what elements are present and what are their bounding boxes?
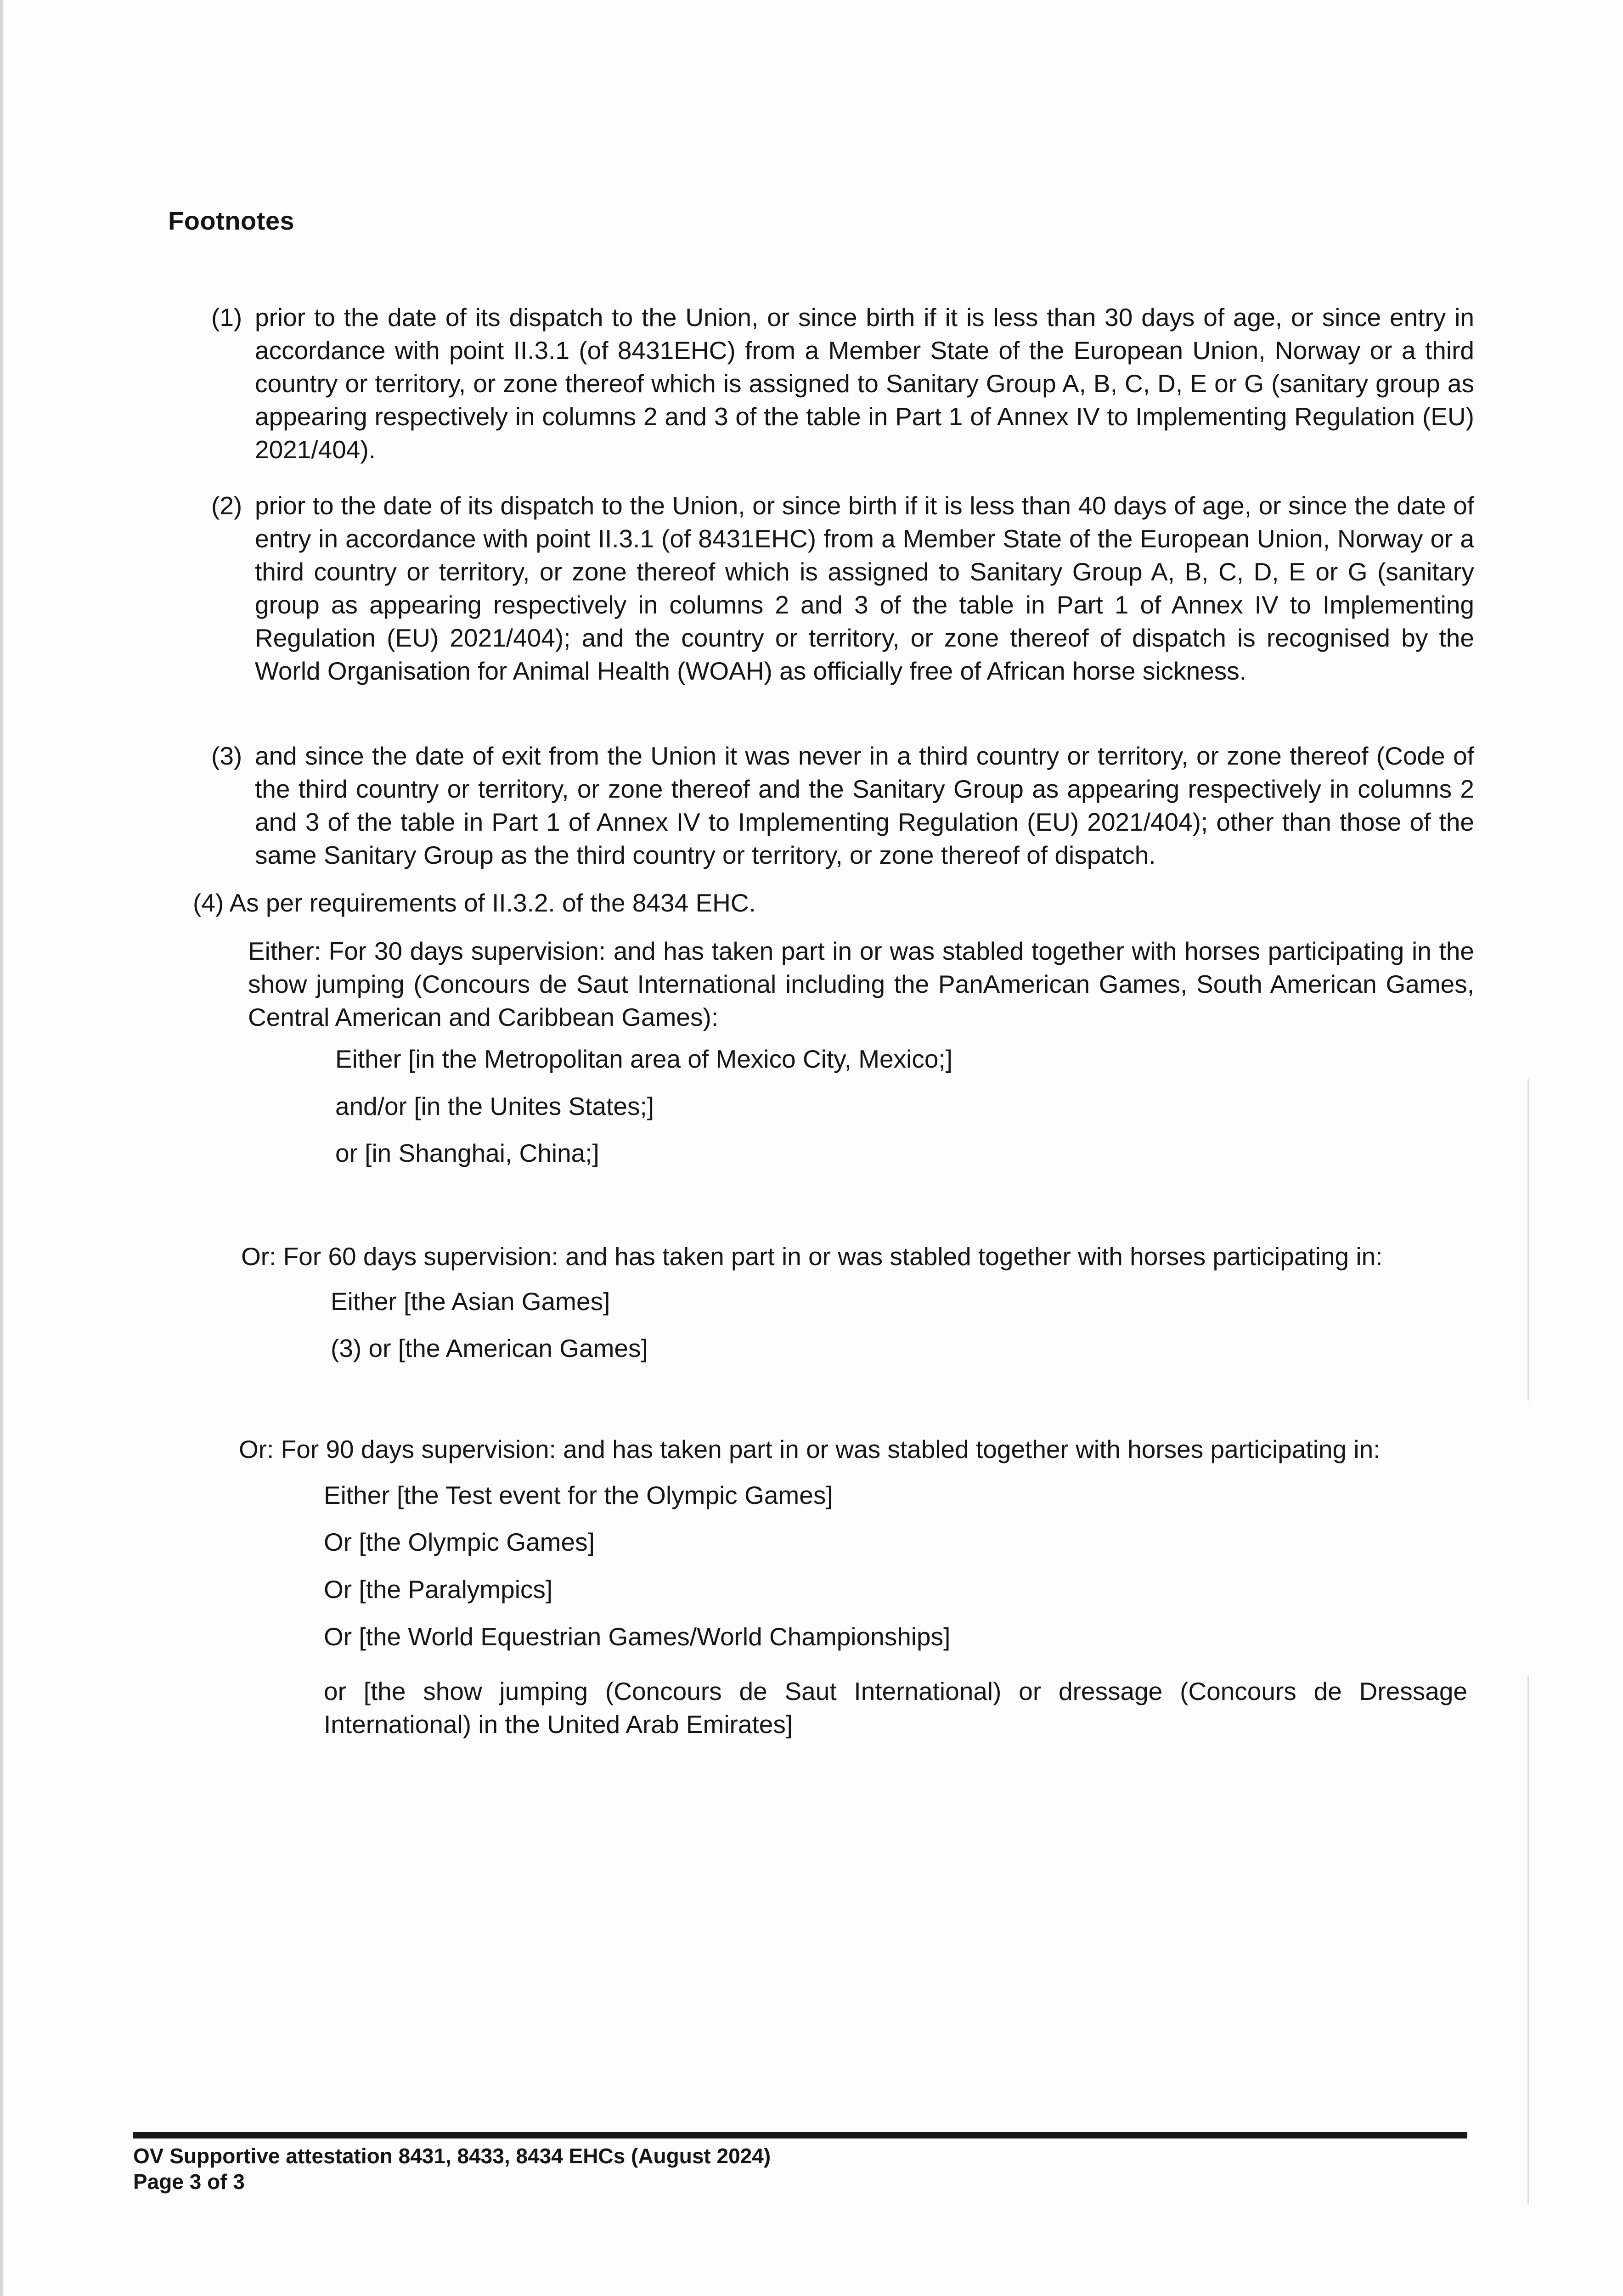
footnote-3 — [211, 739, 1474, 872]
footnote-number: (2) — [211, 491, 242, 520]
option-60-item: Either [the Asian Games] — [331, 1287, 610, 1316]
footnote-2 — [211, 489, 1474, 687]
option-90-item: Either [the Test event for the Olympic Games] — [324, 1481, 833, 1509]
option-90-item: or [the show jumping (Concours de Saut International) or dressage (Concours de Dressage International) in the United Arab Emirates] — [324, 1677, 1467, 1739]
option-30-item: or [in Shanghai, China;] — [335, 1139, 599, 1167]
option-90-days-intro: Or: For 90 days supervision: and has taken part in or was stabled together with horses participating in: — [239, 1435, 1381, 1463]
footer-page-number: Page 3 of 3 — [133, 2170, 245, 2194]
footnote-number: (1) — [211, 303, 242, 332]
option-30-days-intro: Either: For 30 days supervision: and has taken part in or was stabled together with horses participating in the show jumping (Concours de Saut International including the PanAmerican Games, South American Games, Central American and Caribbean Games): — [248, 937, 1474, 1031]
footer-rule — [133, 2132, 1467, 2138]
scan-mark — [1527, 1079, 1529, 1401]
footer-document-title: OV Supportive attestation 8431, 8433, 8434 EHCs (August 2024) — [133, 2144, 771, 2168]
page-title: Footnotes — [168, 206, 295, 235]
footnote-text: prior to the date of its dispatch to the Union, or since birth if it is less than 30 days of age, or since entry in accordance with point II.3.1 (of 8431EHC) from a Member State of the European Union, Norway or a third country or territory, or zone thereof which is assigned to Sanitary Group A, B, C, D, E or G (sanitary group as appearing respectively in columns 2 and 3 of the table in Part 1 of Annex IV to Implementing Regulation (EU) 2021/404). — [255, 303, 1474, 464]
footnote-1 — [211, 301, 1474, 466]
footnote-4-header: (4) As per requirements of II.3.2. of the 8434 EHC. — [193, 889, 756, 917]
footnote-text: and since the date of exit from the Union it was never in a third country or territory, or zone thereof (Code of the third country or territory, or zone thereof and the Sanitary Group as appearing respectively in columns 2 and 3 of the table in Part 1 of Annex IV to Implementing Regulation (EU) 2021/404); other than those of the same Sanitary Group as the third country or territory, or zone thereof of dispatch. — [255, 742, 1474, 869]
option-30-item: and/or [in the Unites States;] — [335, 1092, 654, 1120]
option-60-days-intro: Or: For 60 days supervision: and has taken part in or was stabled together with horses participating in: — [241, 1242, 1383, 1271]
scan-mark — [1527, 1676, 1529, 2204]
footnote-number: (3) — [211, 742, 242, 770]
option-90-item: Or [the Olympic Games] — [324, 1528, 595, 1556]
page-edge — [0, 0, 3, 2296]
option-90-item: Or [the Paralympics] — [324, 1575, 553, 1604]
footnote-text: prior to the date of its dispatch to the Union, or since birth if it is less than 40 days of age, or since the date of entry in accordance with point II.3.1 (of 8431EHC) from a Member State of the European Union, Norway or a third country or territory, or zone thereof which is assigned to Sanitary Group A, B, C, D, E or G (sanitary group as appearing respectively in columns 2 and 3 of the table in Part 1 of Annex IV to Implementing Regulation (EU) 2021/404); and the country or territory, or zone thereof of dispatch is recognised by the World Organisation for Animal Health (WOAH) as officially free of African horse sickness. — [255, 491, 1474, 685]
option-90-item: Or [the World Equestrian Games/World Championships] — [324, 1622, 951, 1651]
option-30-item: Either [in the Metropolitan area of Mexico City, Mexico;] — [335, 1045, 952, 1073]
option-60-item: (3) or [the American Games] — [331, 1334, 648, 1362]
